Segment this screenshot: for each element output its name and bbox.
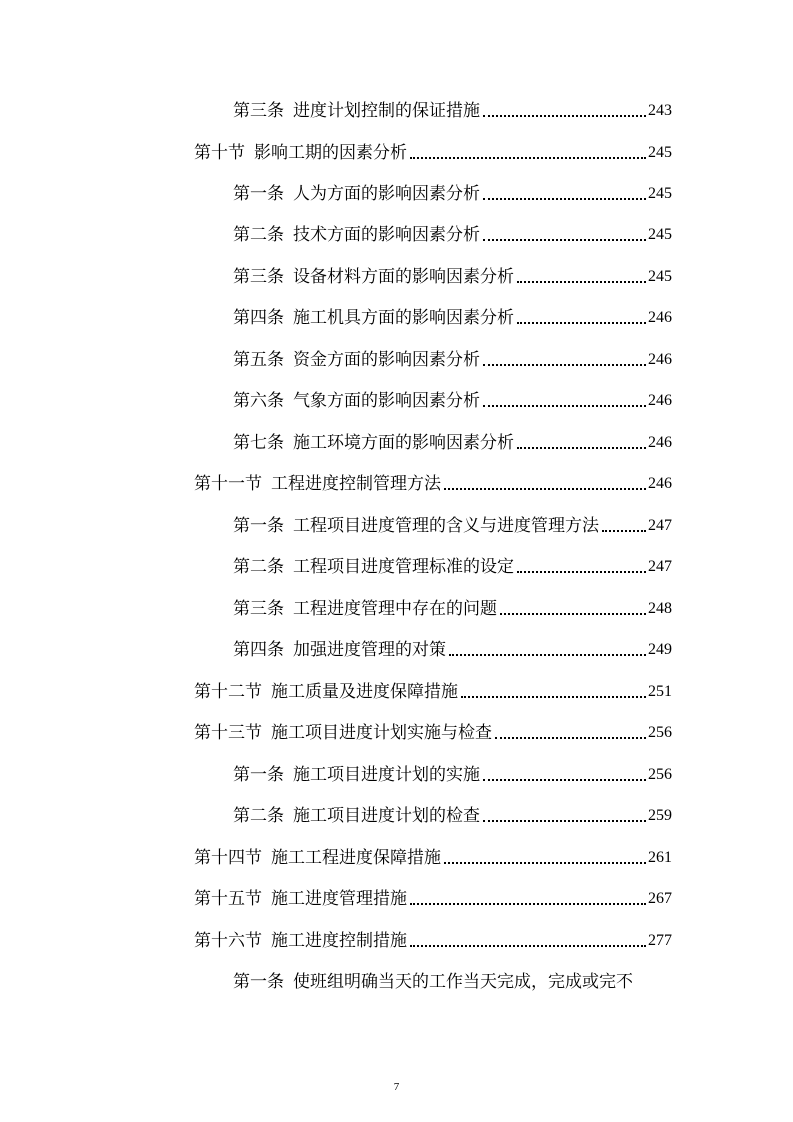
toc-entry-title: 设备材料方面的影响因素分析	[293, 267, 514, 287]
toc-entry-number: 第四条	[233, 308, 284, 328]
toc-entry[interactable]	[233, 262, 672, 288]
toc-entry-title: 技术方面的影响因素分析	[293, 225, 480, 245]
toc-entry-number: 第七条	[233, 433, 284, 453]
toc-entry-page: 246	[648, 392, 672, 409]
toc-entry[interactable]	[233, 594, 672, 620]
toc-entry-title: 工程项目进度管理的含义与进度管理方法	[293, 516, 599, 536]
toc-dot-leader	[517, 322, 646, 324]
toc-entry-title: 施工项目进度计划的检查	[293, 806, 480, 826]
toc-entry-page: 247	[648, 517, 672, 534]
toc-entry-title: 人为方面的影响因素分析	[293, 184, 480, 204]
toc-entry-title: 使班组明确当天的工作当天完成，完成或完不	[293, 972, 633, 992]
toc-entry[interactable]	[233, 345, 672, 371]
toc-entry-title: 进度计划控制的保证措施	[293, 101, 480, 121]
toc-dot-leader	[461, 696, 646, 698]
toc-entry[interactable]	[194, 926, 672, 952]
toc-entry-number: 第四条	[233, 640, 284, 660]
toc-entry-title: 施工机具方面的影响因素分析	[293, 308, 514, 328]
toc-entry-page: 247	[648, 558, 672, 575]
toc-entry-page: 251	[648, 683, 672, 700]
toc-entry[interactable]	[194, 884, 672, 910]
toc-entry-title: 工程进度管理中存在的问题	[293, 599, 497, 619]
toc-entry-number: 第十四节	[194, 848, 262, 868]
toc-entry[interactable]	[233, 635, 672, 661]
toc-dot-leader	[500, 613, 646, 615]
toc-entry[interactable]	[233, 511, 672, 537]
toc-entry-number: 第一条	[233, 516, 284, 536]
toc-dot-leader	[483, 198, 646, 200]
toc-entry[interactable]	[233, 179, 672, 205]
toc-entry-page: 256	[648, 766, 672, 783]
toc-entry-number: 第一条	[233, 972, 284, 992]
toc-entry-number: 第五条	[233, 350, 284, 370]
toc-entry-page: 245	[648, 226, 672, 243]
page-number: 7	[393, 1081, 400, 1093]
toc-entry-title: 气象方面的影响因素分析	[293, 391, 480, 411]
toc-entry-number: 第二条	[233, 806, 284, 826]
toc-entry-number: 第十六节	[194, 931, 262, 951]
toc-entry-page: 267	[648, 890, 672, 907]
toc-entry-number: 第十三节	[194, 723, 262, 743]
toc-entry-title: 加强进度管理的对策	[293, 640, 446, 660]
toc-entry-number: 第六条	[233, 391, 284, 411]
toc-entry[interactable]	[233, 801, 672, 827]
toc-dot-leader	[517, 281, 646, 283]
toc-entry-title: 施工项目进度计划实施与检查	[271, 723, 492, 743]
toc-dot-leader	[444, 488, 646, 490]
toc-entry-page: 245	[648, 268, 672, 285]
toc-entry[interactable]	[233, 428, 672, 454]
toc-entry-number: 第三条	[233, 101, 284, 121]
toc-entry-page: 246	[648, 475, 672, 492]
toc-entry-number: 第三条	[233, 599, 284, 619]
toc-entry-number: 第十五节	[194, 889, 262, 909]
toc-entry-page: 256	[648, 724, 672, 741]
toc-entry[interactable]	[233, 760, 672, 786]
toc-dot-leader	[483, 364, 646, 366]
toc-entry[interactable]	[194, 718, 672, 744]
toc-dot-leader	[483, 239, 646, 241]
toc-entry-page: 248	[648, 600, 672, 617]
toc-entry-page: 243	[648, 102, 672, 119]
toc-dot-leader	[517, 571, 646, 573]
toc-entry[interactable]	[194, 677, 672, 703]
toc-dot-leader	[483, 820, 646, 822]
toc-entry-page: 261	[648, 849, 672, 866]
toc-entry-title: 施工环境方面的影响因素分析	[293, 433, 514, 453]
toc-dot-leader	[517, 447, 646, 449]
toc-entry-number: 第一条	[233, 765, 284, 785]
toc-entry-title: 资金方面的影响因素分析	[293, 350, 480, 370]
toc-entry[interactable]	[194, 138, 672, 164]
toc-entry-number: 第二条	[233, 225, 284, 245]
toc-entry[interactable]	[194, 843, 672, 869]
toc-entry[interactable]	[233, 967, 633, 993]
toc-entry-page: 259	[648, 807, 672, 824]
toc-entry-title: 施工质量及进度保障措施	[271, 682, 458, 702]
toc-entry[interactable]	[194, 469, 672, 495]
toc-entry-number: 第十二节	[194, 682, 262, 702]
toc-dot-leader	[602, 530, 646, 532]
toc-entry-title: 施工工程进度保障措施	[271, 848, 441, 868]
toc-entry-title: 施工进度管理措施	[271, 889, 407, 909]
toc-entry[interactable]	[233, 220, 672, 246]
toc-entry-number: 第十节	[194, 143, 245, 163]
toc-entry-page: 246	[648, 434, 672, 451]
toc-entry-page: 249	[648, 641, 672, 658]
toc-entry[interactable]	[233, 386, 672, 412]
toc-dot-leader	[483, 779, 646, 781]
toc-dot-leader	[410, 157, 646, 159]
toc-entry-page: 246	[648, 309, 672, 326]
toc-entry-page: 277	[648, 932, 672, 949]
toc-entry-number: 第三条	[233, 267, 284, 287]
toc-entry[interactable]	[233, 552, 672, 578]
toc-entry[interactable]	[233, 96, 672, 122]
toc-dot-leader	[410, 945, 646, 947]
toc-entry-title: 影响工期的因素分析	[254, 143, 407, 163]
toc-entry-title: 施工项目进度计划的实施	[293, 765, 480, 785]
toc-entry-page: 246	[648, 351, 672, 368]
toc-dot-leader	[449, 654, 646, 656]
toc-dot-leader	[483, 115, 646, 117]
toc-dot-leader	[495, 737, 646, 739]
toc-entry-title: 工程进度控制管理方法	[271, 474, 441, 494]
toc-dot-leader	[444, 862, 646, 864]
toc-entry-number: 第二条	[233, 557, 284, 577]
toc-dot-leader	[483, 405, 646, 407]
toc-entry-page: 245	[648, 185, 672, 202]
toc-entry-number: 第一条	[233, 184, 284, 204]
toc-dot-leader	[410, 903, 646, 905]
toc-entry-title: 施工进度控制措施	[271, 931, 407, 951]
toc-entry[interactable]	[233, 303, 672, 329]
toc-entry-page: 245	[648, 144, 672, 161]
toc-entry-title: 工程项目进度管理标准的设定	[293, 557, 514, 577]
toc-entry-number: 第十一节	[194, 474, 262, 494]
